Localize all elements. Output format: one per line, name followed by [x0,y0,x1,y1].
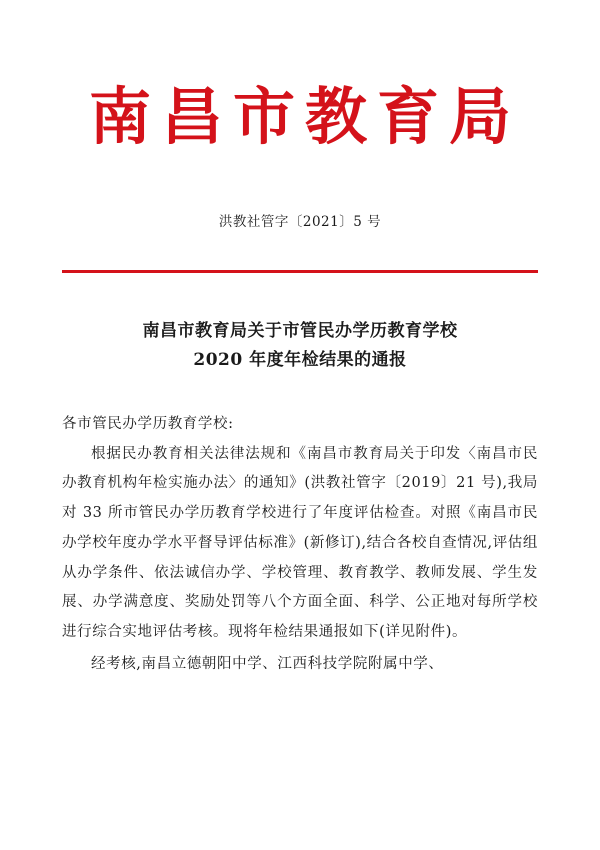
document-title-line-1: 南昌市教育局关于市管民办学历教育学校 [142,320,458,341]
document-masthead-title: 南昌市教育局 [88,80,521,153]
document-title [62,317,538,377]
document-salutation: 各市管民办学历教育学校: [62,416,234,432]
red-divider-rule [62,270,538,273]
document-body [62,410,538,679]
document-paragraph-1: 根据民办教育相关法律法规和《南昌市教育局关于印发〈南昌市民办教育机构年检实施办法〉的通知》(洪教社管字〔2019〕21 号),我局对 33 所市管民办学历教育学校进行了年度评估检查。对照《南昌市民办学校年度办学水平督导评估标准》(新修订),结合各校自查情况,评估组从办学条件、依法诚信办学、学校管理、教育教学、教师发展、学生发展、办学满意度、奖励处罚等八个方面全面、科学、公正地对每所学校进行综合实地评估考核。现将年检结果通报如下(详见附件)。 [62,445,538,641]
document-number: 洪教社管字〔2021〕5 号 [218,214,382,230]
document-paragraph-2: 经考核,南昌立德朝阳中学、江西科技学院附属中学、 [91,655,444,672]
document-title-line-2: 2020 年度年检结果的通报 [193,350,407,371]
